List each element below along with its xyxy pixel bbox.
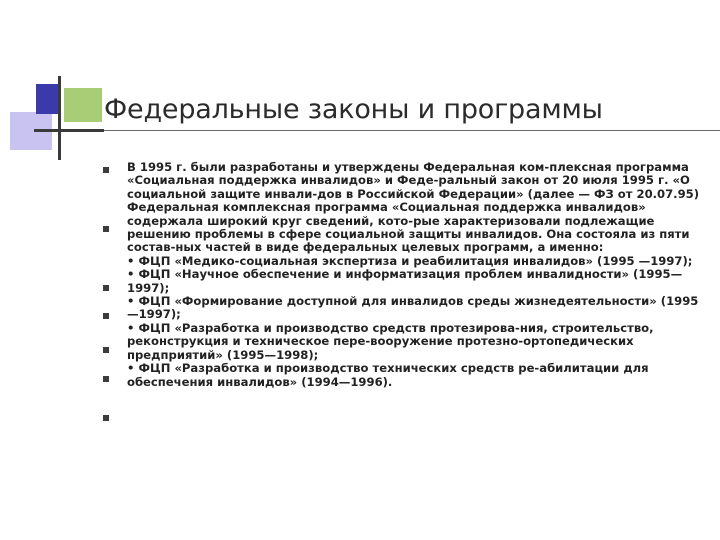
- square-bullet-icon: [103, 285, 109, 291]
- paragraph: • ФЦП «Разработка и производство средств протезирова-ния, строительство, реконструкция и техническое пере-вооружение протезно-ортопедических предприятий» (1995—1998);: [127, 320, 654, 362]
- paragraph: Федеральная комплексная программа «Социальная поддержка инвалидов» содержала широкий круг сведений, кото-рые характеризовали подлежащие решению проблемы в сфере социальной защиты инвалидов. Она состояла из пяти состав-ных частей в виде федеральных целевых программ, а именно:: [127, 200, 690, 255]
- paragraph: В 1995 г. были разработаны и утверждены Федеральная ком-плексная программа «Социальная поддержка инвалидов» и Феде-ральный закон от 20 июля 1995 г. «О социальной защите инвали-дов в Российской Федерации» (далее — ФЗ от 20.07.95): [127, 160, 700, 201]
- slide-body: [127, 161, 709, 389]
- square-bullet-icon: [103, 313, 109, 319]
- paragraph: • ФЦП «Научное обеспечение и информатизация проблем инвалидности» (1995—1997);: [127, 267, 683, 295]
- slide-title: Федеральные законы и программы: [104, 94, 603, 125]
- square-bullet-icon: [103, 167, 109, 173]
- square-bullet-icon: [103, 347, 109, 353]
- square-bullet-icon: [103, 415, 109, 421]
- square-bullet-icon: [103, 376, 109, 382]
- paragraph: • ФЦП «Разработка и производство технических средств ре-абилитации для обеспечения инвалидов» (1994—1996).: [127, 361, 649, 389]
- paragraph: • ФЦП «Формирование доступной для инвалидов среды жизнедеятельности» (1995—1997);: [127, 294, 699, 322]
- title-underline: [34, 130, 720, 131]
- decor-vertical-line: [58, 76, 61, 160]
- square-bullet-icon: [103, 226, 109, 232]
- title-underline-accent: [34, 129, 104, 132]
- decor-green-square: [64, 88, 102, 122]
- decor-blue-square: [36, 84, 60, 114]
- paragraph: • ФЦП «Медико-социальная экспертиза и реабилитация инвалидов» (1995 —1997);: [127, 253, 693, 268]
